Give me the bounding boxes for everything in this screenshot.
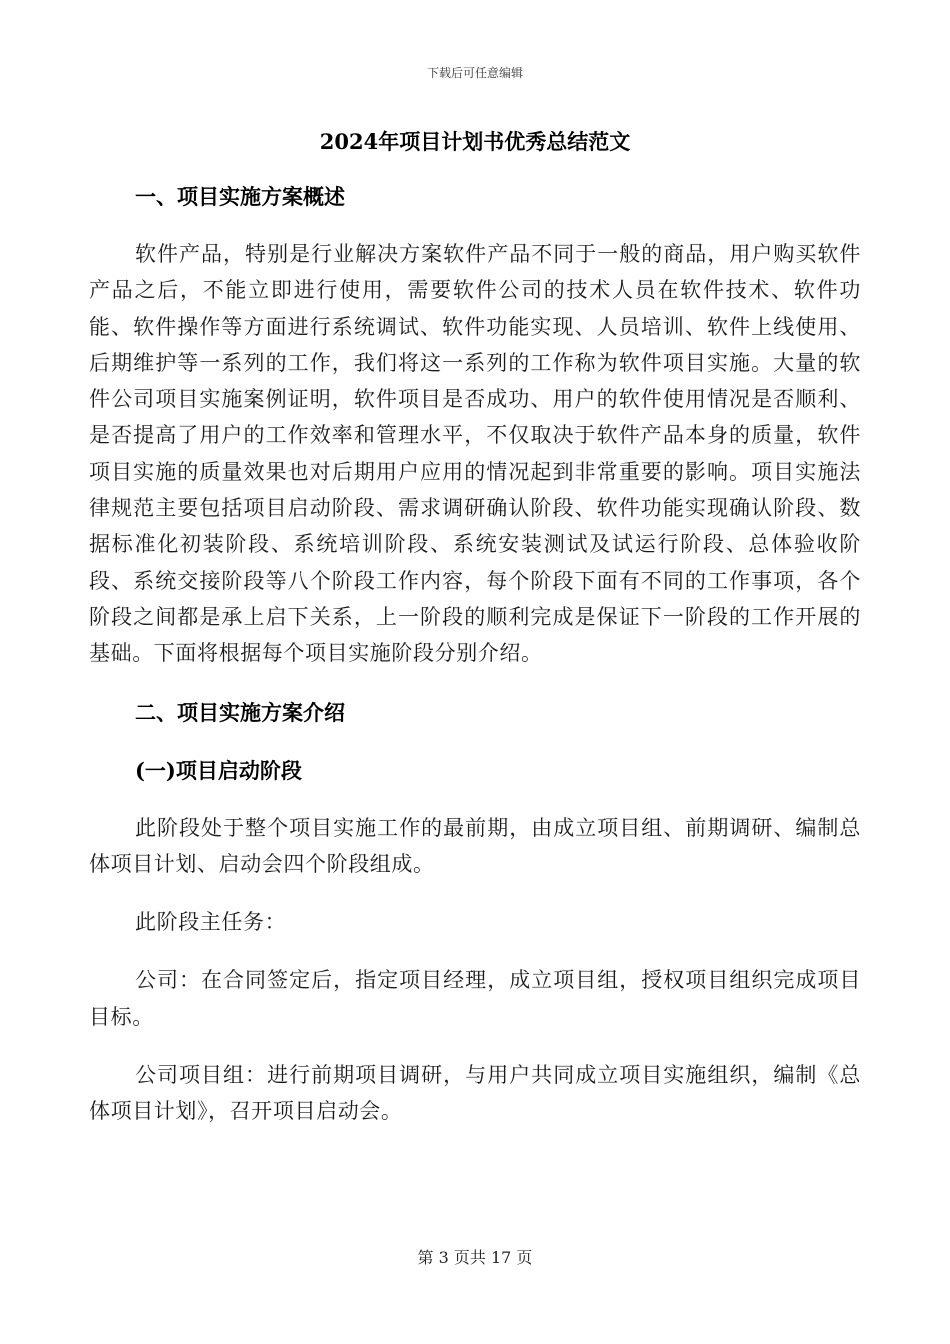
document-title: 2024年项目计划书优秀总结范文 xyxy=(319,129,631,154)
document-body xyxy=(89,178,861,1130)
paragraph-startup-desc: 此阶段处于整个项目实施工作的最前期，由成立项目组、前期调研、编制总体项目计划、启动会四个阶段组成。 xyxy=(89,815,861,876)
subsection-heading-startup: (一)项目启动阶段 xyxy=(135,757,302,783)
paragraph-team-task: 公司项目组：进行前期项目调研，与用户共同成立项目实施组织，编制《总体项目计划》，召开项目启动会。 xyxy=(89,1063,861,1124)
header-note: 下载后可任意编辑 xyxy=(426,66,523,80)
paragraph-main-tasks: 此阶段主任务： xyxy=(135,910,287,935)
paragraph-company-task: 公司：在合同签定后，指定项目经理，成立项目组，授权项目组织完成项目目标。 xyxy=(89,968,861,1029)
page-number-footer: 第 3 页共 17 页 xyxy=(417,1248,533,1267)
section-heading-intro: 二、项目实施方案介绍 xyxy=(135,699,345,725)
paragraph-overview: 软件产品，特别是行业解决方案软件产品不同于一般的商品，用户购买软件产品之后，不能立即进行使用，需要软件公司的技术人员在软件技术、软件功能、软件操作等方面进行系统调试、软件功能实现、人员培训、软件上线使用、后期维护等一系列的工作，我们将这一系列的工作称为软件项目实施。大量的软件公司项目实施案例证明，软件项目是否成功、用户的软件使用情况是否顺利、是否提高了用户的工作效率和管理水平，不仅取决于软件产品本身的质量，软件项目实施的质量效果也对后期用户应用的情况起到非常重要的影响。项目实施法律规范主要包括项目启动阶段、需求调研确认阶段、软件功能实现确认阶段、数据标准化初装阶段、系统培训阶段、系统安装测试及试运行阶段、总体验收阶段、系统交接阶段等八个阶段工作内容，每个阶段下面有不同的工作事项，各个阶段之间都是承上启下关系，上一阶段的顺利完成是保证下一阶段的工作开展的基础。下面将根据每个项目实施阶段分别介绍。 xyxy=(89,242,861,666)
section-heading-overview: 一、项目实施方案概述 xyxy=(135,184,345,209)
